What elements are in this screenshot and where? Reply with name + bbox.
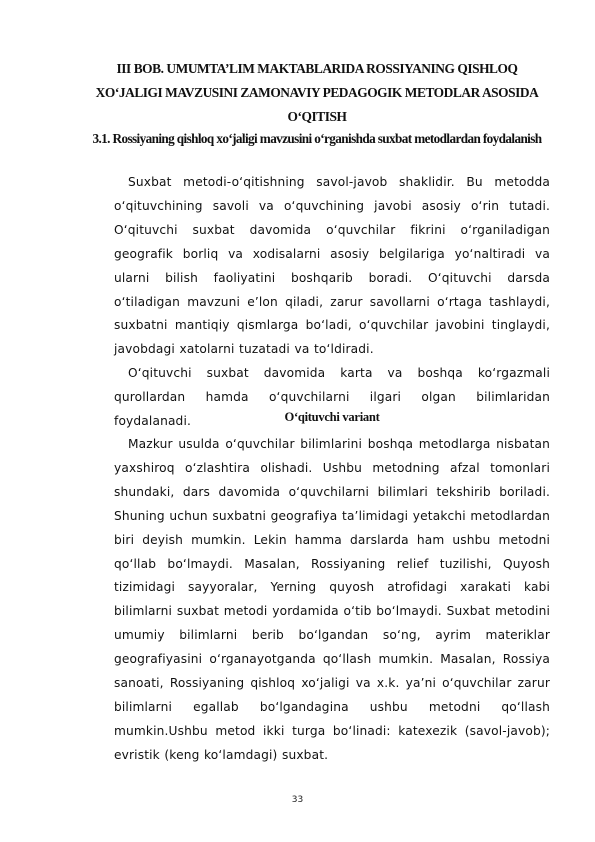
body-section-2 xyxy=(114,433,550,768)
section-title: 3.1. Rossiyaning qishloq xo‘jaligi mavzusini o‘rganishda suxbat metodlardan foydalanish xyxy=(92,131,542,146)
chapter-title: III BOB. UMUMTA’LIM MAKTABLARIDA ROSSIYANING QISHLOQ XO‘JALIGI MAVZUSINI ZAMONAVIY PEDAGOGIK METODLAR ASOSIDA O‘QITISH xyxy=(95,61,539,124)
body-section-1 xyxy=(114,171,550,434)
paragraph-method-advantages: Mazkur usulda o‘quvchilar bilimlarini boshqa metodlarga nisbatan yaxshiroq o‘zlashtira olishadi. Ushbu metodning afzal tomonlari shundaki, dars davomida o‘quvchilarni bilimlari tekshirib boriladi. Shuning uchun suxbatni geografiya ta’limidagi yetakchi metodlardan biri deyish mumkin. Lekin hamma darslarda ham ushbu metodni qo‘llab bo‘lmaydi. Masalan, Rossiyaning relief tuzilishi, Quyosh tizimidagi sayyoralar, Yerning quyosh atrofidagi xarakati kabi bilimlarni suxbat metodi yordamida o‘tib bo‘lmaydi. Suxbat metodini umumiy bilimlarni berib bo‘lgandan so‘ng, ayrim materiklar geografiyasini o‘rganayotganda qo‘llash mumkin. Masalan, Rossiya sanoati, Rossiyaning qishloq xo‘jaligi va x.k. ya’ni o‘quvchilar zarur bilimlarni egallab bo‘lgandagina ushbu metodni qo‘llash mumkin.Ushbu metod ikki turga bo‘linadi: katexezik (savol-javob); evristik (keng ko‘lamdagi) suxbat. xyxy=(114,437,550,762)
subheading-teacher-variant: O‘qituvchi variant xyxy=(284,410,380,424)
paragraph-visual-aids: O‘qituvchi suxbat davomida karta va boshqa ko‘rgazmali qurollardan hamda o‘quvchilarni ilgari olgan bilimlaridan foydalanadi. xyxy=(114,366,550,429)
paragraph-suxbat-definition: Suxbat metodi-o‘qitishning savol-javob shaklidir. Bu metodda o‘qituvchining savoli va o‘quvchining javobi asosiy o‘rin tutadi. O‘qituvchi suxbat davomida o‘quvchilar fikrini o‘rganiladigan geografik borliq va xodisalarni asosiy belgilariga yo‘naltiradi va ularni bilish faoliyatini boshqarib boradi. O‘qituvchi darsda o‘tiladigan mavzuni e’lon qiladi, zarur savollarni o‘rtaga tashlaydi, suxbatni mantiqiy qismlarga bo‘ladi, o‘quvchilar javobini tinglaydi, javobdagi xatolarni tuzatadi va to‘ldiradi. xyxy=(114,175,550,357)
page-number: 33 xyxy=(291,795,304,805)
